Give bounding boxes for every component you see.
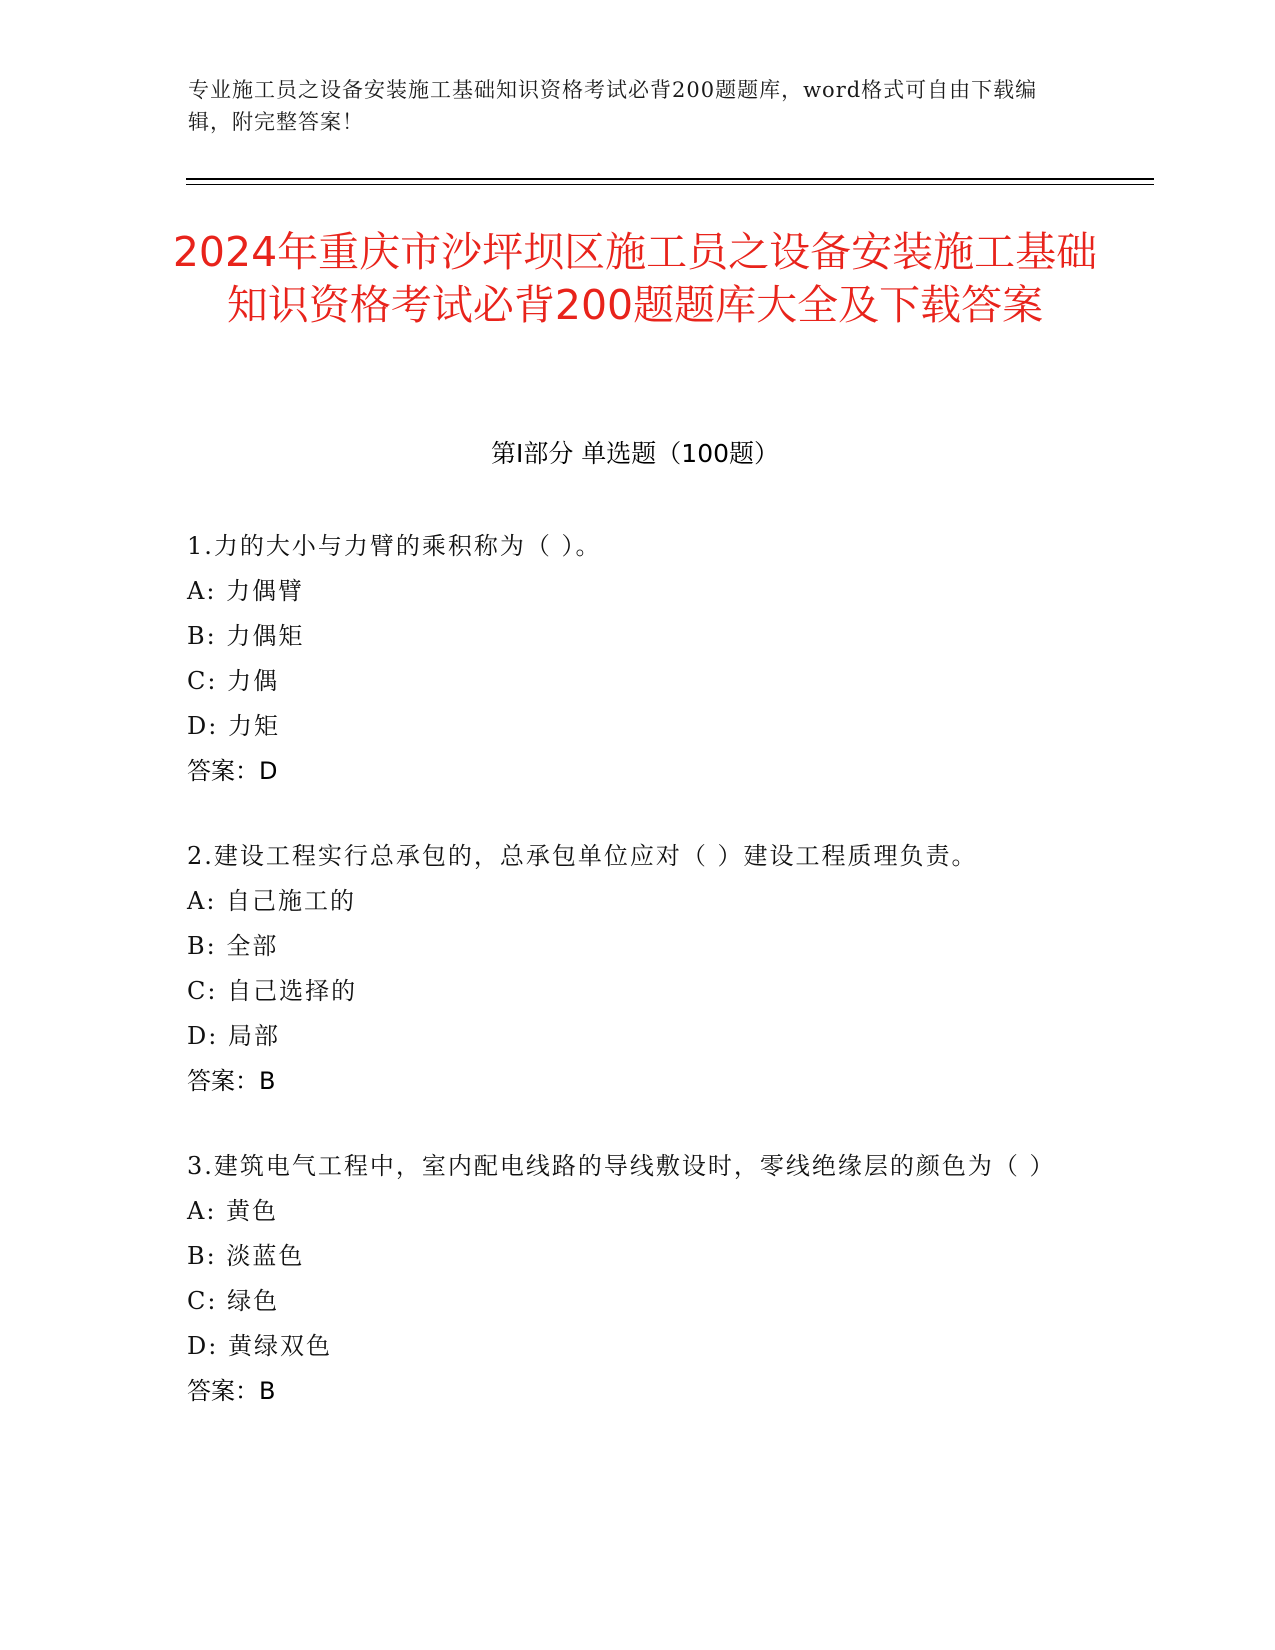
option-a: A: 黄色: [187, 1197, 279, 1225]
question-stem: 1.力的大小与力臂的乘积称为（ ）。: [187, 532, 602, 560]
document-title: 2024年重庆市沙坪坝区施工员之设备安装施工基础知识资格考试必背200题题库大全及下载答案: [172, 228, 1098, 329]
header-rule-thin: [186, 184, 1154, 185]
option-c: C: 绿色: [187, 1287, 280, 1315]
question-1: [187, 524, 1087, 794]
question-2: [187, 834, 1087, 1104]
option-a: A: 自己施工的: [187, 887, 357, 915]
option-a: A: 力偶臂: [187, 577, 305, 605]
header-rule-thick: [186, 178, 1154, 180]
answer: 答案：B: [187, 1067, 276, 1095]
answer: 答案：B: [187, 1377, 276, 1405]
option-d: D: 局部: [187, 1022, 280, 1050]
option-b: B: 力偶矩: [187, 622, 305, 650]
section-heading: 第Ⅰ部分 单选题（100题）: [490, 439, 780, 468]
option-d: D: 力矩: [187, 712, 280, 740]
header-note: 专业施工员之设备安装施工基础知识资格考试必背200题题库，word格式可自由下载编辑，附完整答案！: [188, 78, 1038, 134]
option-c: C: 自己选择的: [187, 977, 358, 1005]
option-c: C: 力偶: [187, 667, 280, 695]
option-d: D: 黄绿双色: [187, 1332, 332, 1360]
option-b: B: 全部: [187, 932, 279, 960]
question-stem: 2.建设工程实行总承包的，总承包单位应对（ ）建设工程质理负责。: [187, 842, 978, 870]
question-3: [187, 1144, 1087, 1414]
option-b: B: 淡蓝色: [187, 1242, 305, 1270]
answer: 答案：D: [187, 757, 278, 785]
question-stem: 3.建筑电气工程中，室内配电线路的导线敷设时，零线绝缘层的颜色为（ ）: [187, 1152, 1056, 1180]
question-list: [187, 524, 1087, 1454]
